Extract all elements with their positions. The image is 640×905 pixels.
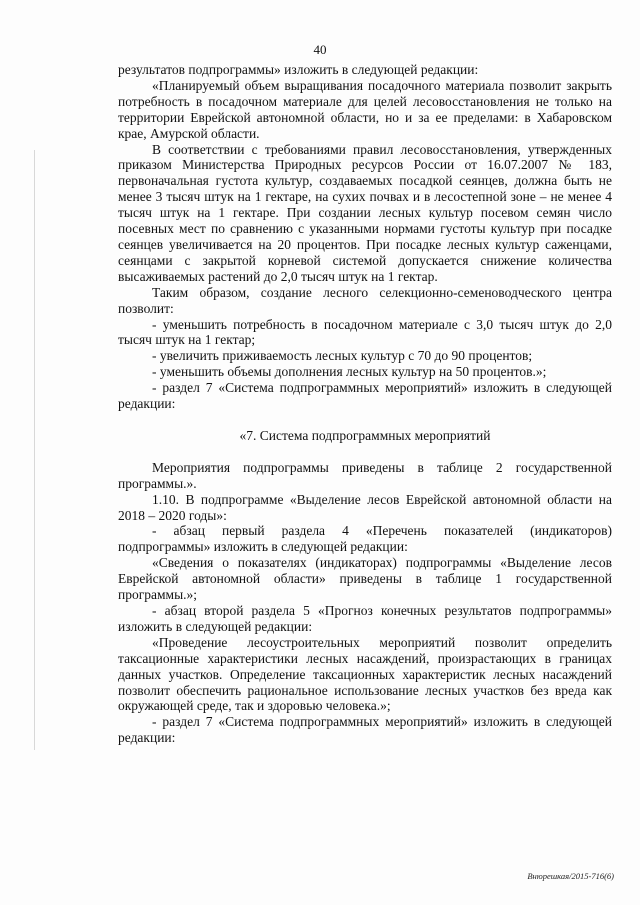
paragraph-intro: результатов подпрограммы» изложить в следующей редакции: (118, 62, 479, 77)
paragraph-section7-instruction-2: - раздел 7 «Система подпрограммных мероприятий» изложить в следующей редакции: (118, 714, 612, 746)
paragraph-requirements: В соответствии с требованиями правил лесовосстановления, утвержденных приказом Министерства Природных ресурсов России от 16.07.2007 № 183, первоначальная густота культур, создаваемых посадкой сеянцев, должна быть не менее 3 тысяч штук на 1 гектаре, на сухих почвах и в лесостепной зоне – не менее 4 тысяч штук на 1 гектаре. При создании лесных культур посевом семян число посевных мест по сравнению с указанными нормами густоты культур при посадке сеянцев увеличивается на 20 процентов. При посадке лесных культур саженцами, сеянцами с закрытой корневой системой допускается снижение количества высаживаемых растений до 2,0 тысяч штук на 1 гектар. (118, 141, 612, 284)
paragraph-1-10: 1.10. В подпрограмме «Выделение лесов Еврейской автономной области на 2018 – 2020 годы»: (118, 491, 612, 523)
paragraph-forest-management: «Проведение лесоустроительных мероприятий позволит определить таксационные характеристики лесных насаждений, произрастающих в границах данных участков. Определение таксационных характеристик лесных насаждений позволит обеспечить рациональное использование лесных участков без вреда как окружающей среде, так и здоровью человека.»; (118, 634, 612, 714)
footer-reference: Внюрешкая/2015-716(6) (527, 871, 614, 881)
section-heading: «7. Система подпрограммных мероприятий (239, 427, 491, 443)
scan-edge-line (34, 150, 35, 750)
paragraph-indicators: «Сведения о показателях (индикаторах) подпрограммы «Выделение лесов Еврейской автономной области» приведены в таблице 1 государственной программы.»; (118, 555, 612, 603)
list-item-reduce-need: - уменьшить потребность в посадочном материале с 3,0 тысяч штук до 2,0 тысяч штук на 1 гектар; (118, 316, 612, 348)
paragraph-section4-instruction: - абзац первый раздела 4 «Перечень показателей (индикаторов) подпрограммы» изложить в следующей редакции: (118, 523, 612, 555)
paragraph-section5-instruction: - абзац второй раздела 5 «Прогноз конечных результатов подпрограммы» изложить в следующей редакции: (118, 603, 612, 634)
paragraph-thus: Таким образом, создание лесного селекционно-семеноводческого центра позволит: (118, 284, 612, 316)
document-body (118, 62, 612, 746)
list-item-increase-survival: - увеличить приживаемость лесных культур с 70 до 90 процентов; (152, 348, 533, 364)
page-number: 40 (313, 42, 327, 57)
paragraph-planned-volume: «Планируемый объем выращивания посадочного материала позволит закрыть потребность в посадочном материале для целей лесовосстановления не только на территории Еврейской автономной области, но и за ее пределами: в Хабаровском крае, Амурской области. (118, 77, 612, 141)
paragraph-section7-instruction: - раздел 7 «Система подпрограммных мероприятий» изложить в следующей редакции: (118, 380, 612, 412)
paragraph-measures: Мероприятия подпрограммы приведены в таблице 2 государственной программы.». (118, 459, 612, 491)
list-item-reduce-volumes: - уменьшить объемы дополнения лесных культур на 50 процентов.»; (152, 364, 547, 380)
